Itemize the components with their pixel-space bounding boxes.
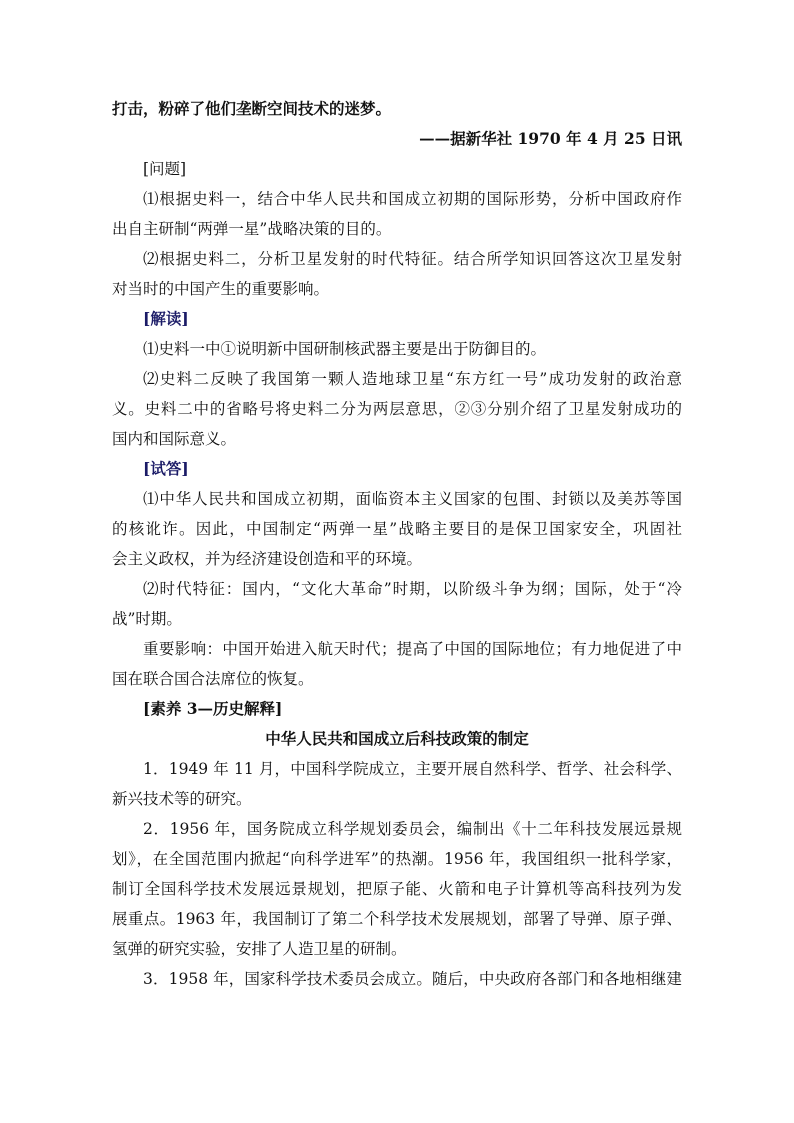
interpretation-2-line: 国内和国际意义。	[112, 430, 237, 448]
interpretation-2-line: ⑵史料二反映了我国第一颗人造地球卫星“东方红一号”成功发射的政治意	[143, 370, 682, 388]
item-2-line: 制订全国科学技术发展远景规划，把原子能、火箭和电子计算机等高科技列为发	[112, 880, 682, 898]
question-2-line: 对当时的中国产生的重要影响。	[112, 280, 330, 298]
section-title: 中华人民共和国成立后科技政策的制定	[265, 729, 529, 748]
answer-1-line: ⑴中华人民共和国成立初期，面临资本主义国家的包围、封锁以及美苏等国	[143, 490, 682, 508]
question-1-line: ⑴根据史料一，结合中华人民共和国成立初期的国际形势，分析中国政府作	[143, 190, 682, 208]
item-1-line: 1．1949 年 11 月，中国科学院成立，主要开展自然科学、哲学、社会科学、	[143, 760, 682, 778]
answer-2-line: ⑵时代特征：国内，“文化大革命”时期，以阶级斗争为纲；国际，处于“冷	[143, 580, 682, 598]
item-2-line: 展重点。1963 年，我国制订了第二个科学技术发展规划，部署了导弹、原子弹、	[112, 910, 682, 928]
source-citation: ——据新华社 1970 年 4 月 25 日讯	[419, 129, 682, 148]
section-heading-question: [问题]	[143, 160, 187, 178]
section-heading-answer: [试答]	[143, 459, 189, 478]
item-2-line: 2．1956 年，国务院成立科学规划委员会，编制出《十二年科技发展远景规	[143, 820, 682, 838]
interpretation-2-line: 义。史料二中的省略号将史料二分为两层意思，②③分别介绍了卫星发射成功的	[112, 400, 682, 418]
answer-impact-line: 国在联合国合法席位的恢复。	[112, 670, 314, 688]
paragraph-line: 打击，粉碎了他们垄断空间技术的迷梦。	[112, 99, 392, 118]
interpretation-1-line: ⑴史料一中①说明新中国研制核武器主要是出于防御目的。	[143, 340, 547, 358]
section-heading-interpretation: [解读]	[143, 309, 189, 328]
section-heading-literacy: [素养 3—历史解释]	[143, 699, 283, 718]
item-2-line: 划》，在全国范围内掀起“向科学进军”的热潮。1956 年，我国组织一批科学家，	[112, 850, 682, 868]
item-1-line: 新兴技术等的研究。	[112, 790, 252, 808]
answer-1-line: 会主义政权，并为经济建设创造和平的环境。	[112, 550, 423, 568]
item-3-line: 3．1958 年，国家科学技术委员会成立。随后，中央政府各部门和各地相继建	[143, 970, 682, 988]
question-1-line: 出自主研制“两弹一星”战略决策的目的。	[112, 220, 392, 238]
question-2-line: ⑵根据史料二，分析卫星发射的时代特征。结合所学知识回答这次卫星发射	[143, 250, 682, 268]
item-2-line: 氢弹的研究实验，安排了人造卫星的研制。	[112, 940, 407, 958]
answer-1-line: 的核讹诈。因此，中国制定“两弹一星”战略主要目的是保卫国家安全，巩固社	[112, 520, 682, 538]
answer-impact-line: 重要影响：中国开始进入航天时代；提高了中国的国际地位；有力地促进了中	[143, 640, 682, 658]
answer-2-line: 战”时期。	[112, 610, 182, 628]
document-page	[112, 94, 682, 994]
